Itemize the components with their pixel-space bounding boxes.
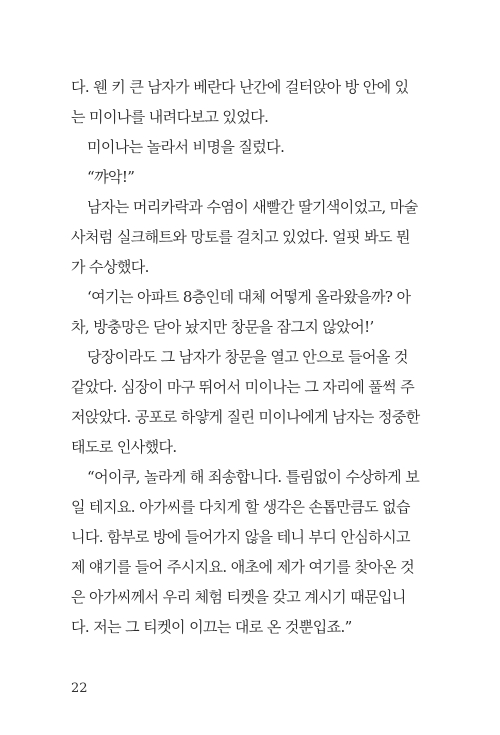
- text-line: 사처럼 실크해트와 망토를 걸치고 있었다. 얼핏 봐도 뭔: [71, 228, 410, 246]
- text-line: ‘여기는 아파트 8층인데 대체 어떻게 올라왔을까? 아: [87, 288, 411, 306]
- text-line: 제 얘기를 들어 주시지요. 애초에 제가 여기를 찾아온 것: [71, 558, 415, 576]
- text-line: 는 미이나를 내려다보고 있었다.: [71, 108, 269, 126]
- text-line: 일 테지요. 아가씨를 다치게 할 생각은 손톱만큼도 없습: [71, 498, 410, 516]
- text-line: 다. 저는 그 티켓이 이끄는 대로 온 것뿐입죠.”: [71, 618, 352, 636]
- text-line: 저앉았다. 공포로 하얗게 질린 미이나에게 남자는 정중한: [71, 408, 420, 426]
- text-line: “꺄악!”: [87, 168, 135, 186]
- text-line: 다. 웬 키 큰 남자가 베란다 난간에 걸터앉아 방 안에 있: [71, 78, 409, 96]
- text-line: 남자는 머리카락과 수염이 새빨간 딸기색이었고, 마술: [87, 198, 418, 216]
- text-line: 니다. 함부로 방에 들어가지 않을 테니 부디 안심하시고: [71, 528, 410, 546]
- text-line: “어이쿠, 놀라게 해 죄송합니다. 틀림없이 수상하게 보: [87, 468, 420, 486]
- text-line: 당장이라도 그 남자가 창문을 열고 안으로 들어올 것: [87, 348, 408, 366]
- text-lines: [71, 72, 421, 642]
- text-line: 미이나는 놀라서 비명을 질렀다.: [87, 138, 285, 156]
- text-line: 같았다. 심장이 마구 뛰어서 미이나는 그 자리에 풀썩 주: [71, 378, 415, 396]
- text-line: 차, 방충망은 닫아 놨지만 창문을 잠그지 않았어!’: [71, 318, 374, 336]
- text-line: 태도로 인사했다.: [71, 438, 177, 456]
- page-number: 22: [71, 681, 88, 696]
- body-text: [71, 72, 421, 642]
- text-line: 은 아가씨께서 우리 체험 티켓을 갖고 계시기 때문입니: [71, 588, 406, 606]
- text-line: 가 수상했다.: [71, 258, 149, 276]
